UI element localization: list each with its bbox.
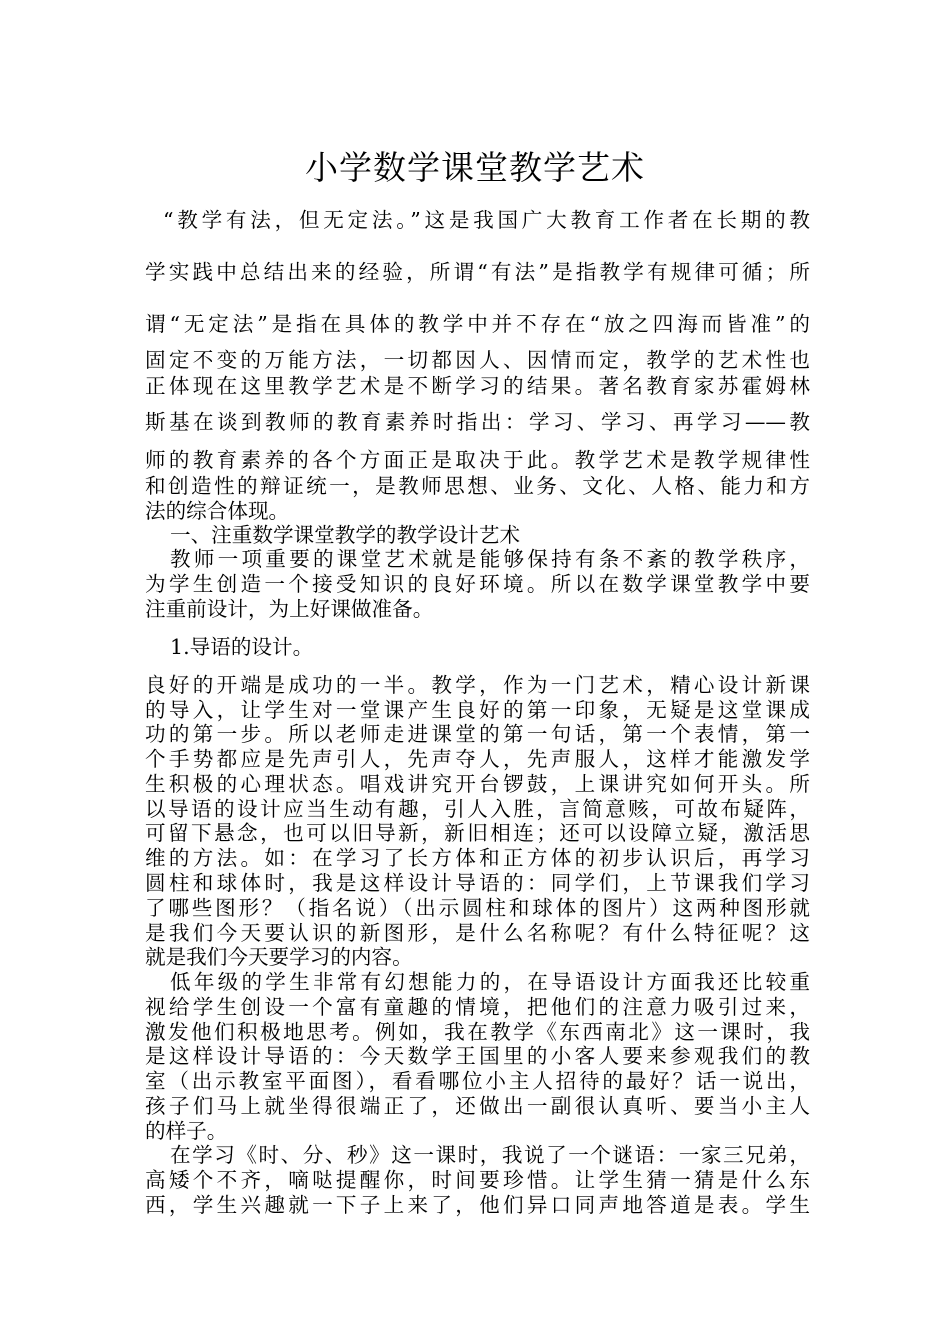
text-line: 个手势都应是先声引人，先声夺人，先声服人，这样才能激发学: [145, 747, 810, 771]
text-line: 为学生创造一个接受知识的良好环境。所以在数学课堂教学中要: [145, 572, 810, 596]
text-line: 孩子们马上就坐得很端正了，还做出一副很认真听、要当小主人: [145, 1094, 810, 1118]
text-line: 的导入，让学生对一堂课产生良好的第一印象，无疑是这堂课成: [145, 698, 810, 722]
text-line: 以导语的设计应当生动有趣，引人入胜，言简意赅，可故布疑阵，: [145, 797, 810, 821]
text-line: 和创造性的辩证统一，是教师思想、业务、文化、人格、能力和方: [145, 474, 810, 498]
text-line: 维的方法。如：在学习了长方体和正方体的初步认识后，再学习: [145, 846, 810, 870]
document-title: 小学数学课堂教学艺术: [305, 148, 645, 187]
text-line: 学实践中总结出来的经验，所谓“有法”是指教学有规律可循；所: [145, 260, 810, 284]
text-line: 正体现在这里教学艺术是不断学习的结果。著名教育家苏霍姆林: [145, 374, 810, 398]
text-line: 谓“无定法”是指在具体的教学中并不存在“放之四海而皆准”的: [145, 312, 810, 336]
text-line: 法的综合体现。: [145, 499, 290, 523]
text-line: 在学习《时、分、秒》这一课时，我说了一个谜语：一家三兄弟，: [170, 1143, 810, 1167]
text-line: 就是我们今天要学习的内容。: [145, 945, 413, 969]
text-line: 的样子。: [145, 1119, 228, 1143]
text-line: 师的教育素养的各个方面正是取决于此。教学艺术是教学规律性: [145, 448, 810, 472]
text-line: 高矮个不齐，嘀哒提醒你，时间要珍惜。让学生猜一猜是什么东: [145, 1168, 810, 1192]
text-line: 是这样设计导语的：今天数学王国里的小客人要来参观我们的教: [145, 1044, 810, 1068]
text-line: 室（出示教室平面图），看看哪位小主人招待的最好？话一说出，: [145, 1069, 810, 1093]
text-line: 可留下悬念，也可以旧导新，新旧相连；还可以设障立疑，激活思: [145, 821, 810, 845]
text-line: 功的第一步。所以老师走进课堂的第一句话，第一个表情，第一: [145, 722, 810, 746]
text-line: 是我们今天要认识的新图形，是什么名称呢？有什么特征呢？这: [145, 921, 810, 945]
text-line: 低年级的学生非常有幻想能力的，在导语设计方面我还比较重: [170, 970, 810, 994]
text-line: 圆柱和球体时，我是这样设计导语的：同学们，上节课我们学习: [145, 871, 810, 895]
text-line: “教学有法，但无定法。”这是我国广大教育工作者在长期的教: [163, 208, 810, 232]
text-line: 视给学生创设一个富有童趣的情境，把他们的注意力吸引过来，: [145, 995, 810, 1019]
subsection-heading: 1.导语的设计。: [170, 635, 314, 659]
text-line: 注重前设计，为上好课做准备。: [145, 597, 434, 621]
text-line: 固定不变的万能方法，一切都因人、因情而定，教学的艺术性也: [145, 348, 810, 372]
section-heading: 一、注重数学课堂教学的教学设计艺术: [170, 523, 521, 547]
text-line: 教师一项重要的课堂艺术就是能够保持有条不紊的教学秩序，: [170, 547, 810, 571]
text-line: 西，学生兴趣就一下子上来了，他们异口同声地答道是表。学生: [145, 1193, 810, 1217]
text-line: 了哪些图形？（指名说）（出示圆柱和球体的图片）这两种图形就: [145, 896, 810, 920]
text-line: 斯基在谈到教师的教育素养时指出：学习、学习、再学习——教: [145, 410, 810, 434]
text-line: 生积极的心理状态。唱戏讲究开台锣鼓，上课讲究如何开头。所: [145, 772, 810, 796]
text-line: 良好的开端是成功的一半。教学，作为一门艺术，精心设计新课: [145, 673, 810, 697]
text-line: 激发他们积极地思考。例如，我在教学《东西南北》这一课时，我: [145, 1020, 810, 1044]
